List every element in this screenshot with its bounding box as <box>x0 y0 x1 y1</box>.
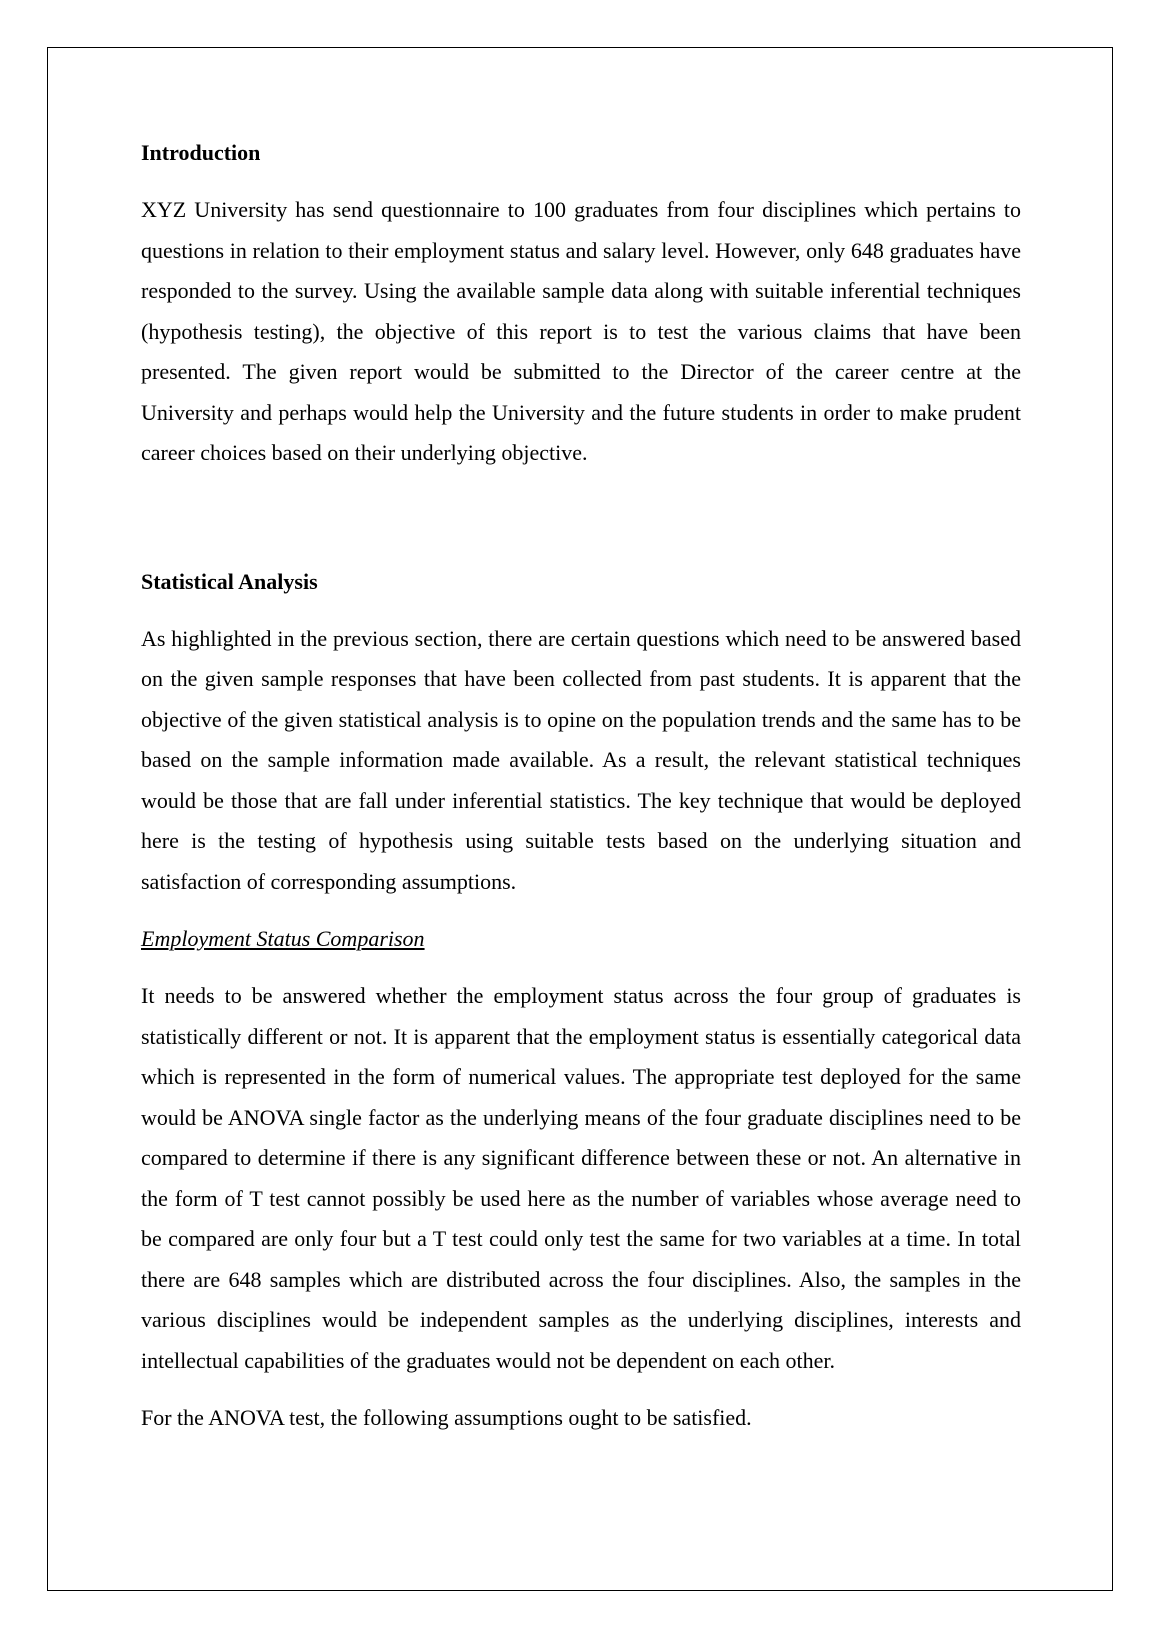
document-body <box>141 138 1021 1439</box>
employment-status-paragraph: It needs to be answered whether the employment status across the four group of graduates is statistically different or not. It is apparent that the employment status is essentially categorical data which is represented in the form of numerical values. The appropriate test deployed for the same would be ANOVA single factor as the underlying means of the four graduate disciplines need to be compared to determine if there is any significant difference between these or not. An alternative in the form of T test cannot possibly be used here as the number of variables whose average need to be compared are only four but a T test could only test the same for two variables at a time. In total there are 648 samples which are distributed across the four disciplines. Also, the samples in the various disciplines would be independent samples as the underlying disciplines, interests and intellectual capabilities of the graduates would not be dependent on each other. <box>141 983 1021 1373</box>
employment-status-subheading: Employment Status Comparison <box>141 926 425 951</box>
anova-assumptions-paragraph: For the ANOVA test, the following assumptions ought to be satisfied. <box>141 1405 752 1430</box>
introduction-paragraph: XYZ University has send questionnaire to 100 graduates from four disciplines which pertains to questions in relation to their employment status and salary level. However, only 648 graduates have responded to the survey. Using the available sample data along with suitable inferential techniques (hypothesis testing), the objective of this report is to test the various claims that have been presented. The given report would be submitted to the Director of the career centre at the University and perhaps would help the University and the future students in order to make prudent career choices based on their underlying objective. <box>141 197 1021 465</box>
statistical-analysis-heading: Statistical Analysis <box>141 568 318 594</box>
introduction-heading: Introduction <box>141 140 261 165</box>
statistical-analysis-paragraph: As highlighted in the previous section, there are certain questions which need to be answered based on the given sample responses that have been collected from past students. It is apparent that the objective of the given statistical analysis is to opine on the population trends and the same has to be based on the sample information made available. As a result, the relevant statistical techniques would be those that are fall under inferential statistics. The key technique that would be deployed here is the testing of hypothesis using suitable tests based on the underlying situation and satisfaction of corresponding assumptions. <box>141 625 1021 894</box>
